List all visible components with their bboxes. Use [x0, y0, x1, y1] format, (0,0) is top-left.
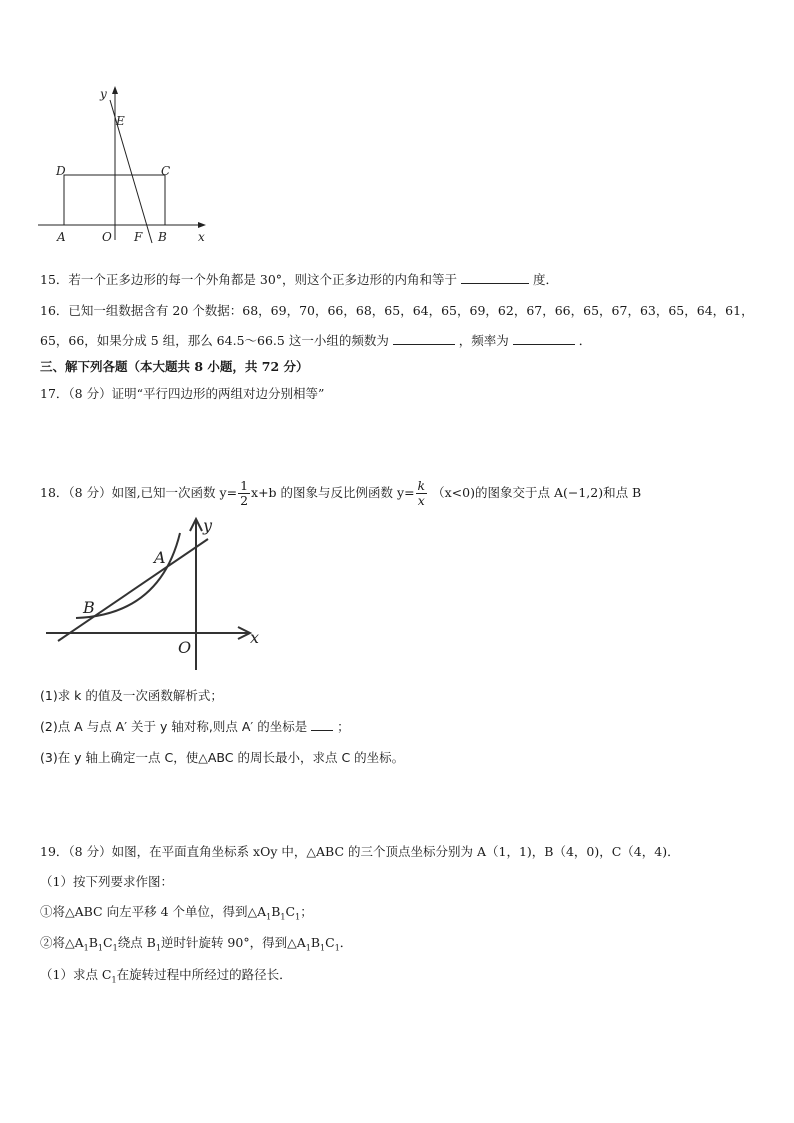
q17-text: 17．（8 分）证明“平行四边形的两组对边分别相等”	[40, 386, 325, 401]
question-18-sub3	[40, 749, 404, 767]
q18-sub2: (2)点 A 与点 A′ 关于 y 轴对称,则点 A′ 的坐标是	[40, 719, 308, 734]
q16-rate-blank[interactable]	[513, 332, 575, 345]
q19-line3b: B	[271, 904, 281, 919]
q16-line2a: 65，66，如果分成 5 组，那么 64.5～66.5 这一小组的频数为	[40, 333, 389, 348]
q15-text-end: 度．	[533, 272, 559, 287]
q18-frac1-den: 2	[240, 492, 249, 508]
q19-line4g: C	[325, 935, 335, 950]
q19-line4h: ．	[339, 935, 353, 950]
q18-sub1: (1)求 k 的值及一次函数解析式；	[40, 688, 223, 703]
question-19-line5	[40, 966, 292, 990]
label-o: O	[178, 638, 192, 657]
q18-answer-blank[interactable]	[311, 718, 333, 731]
sub: 1	[305, 943, 311, 953]
sub: 1	[155, 943, 161, 953]
q19-line4e: 逆时针旋转 90°，得到△A	[160, 935, 306, 950]
question-15	[40, 271, 558, 289]
label-f: F	[134, 230, 143, 244]
label-o: O	[102, 230, 112, 244]
q19-line3d: ；	[300, 904, 313, 919]
q16-line1: 16．已知一组数据含有 20 个数据：68，69，70，66，68，65，64，65，69，62，67，66，65，67，63，65，64，61，	[40, 303, 754, 318]
label-b: B	[158, 230, 167, 244]
question-18-sub1	[40, 687, 223, 705]
q18-text-a: 18．（8 分）如图,已知一次函数 y=	[40, 485, 238, 500]
y-axis-arrow	[112, 86, 118, 94]
label-y: y	[203, 516, 213, 535]
q19-line4c: C	[103, 935, 113, 950]
q18-fraction-half	[238, 479, 250, 508]
q16-line2c: ．	[578, 333, 592, 348]
q15-text: 15．若一个正多边形的每一个外角都是 30°，则这个正多边形的内角和等于	[40, 272, 458, 287]
sub: 1	[320, 943, 326, 953]
q19-line4f: B	[310, 935, 321, 950]
section-3-text: 三、解下列各题（本大题共 8 小题，共 72 分）	[40, 359, 309, 374]
sub: 1	[280, 912, 286, 922]
sub: 1	[97, 943, 104, 953]
sub: 1	[266, 912, 272, 922]
figure-hyperbola-line	[40, 515, 270, 675]
q19-line4a: ②将△A	[40, 935, 84, 950]
question-19-line4	[40, 934, 352, 958]
label-d: D	[56, 164, 66, 178]
q16-line2b: ，频率为	[458, 333, 509, 348]
q18-frac2-den: x	[417, 492, 425, 508]
question-19-line2	[40, 873, 173, 891]
q18-frac1-num: 1	[240, 477, 249, 493]
q19-line3a: ①将△ABC 向左平移 4 个单位，得到△A	[40, 904, 267, 919]
q19-line5a: （1）求点 C	[40, 967, 112, 982]
label-a: A	[154, 548, 166, 567]
label-c: C	[161, 164, 171, 178]
label-b: B	[83, 598, 95, 617]
q19-line4d: 绕点 B	[117, 935, 156, 950]
q15-answer-blank[interactable]	[461, 271, 529, 284]
label-x: x	[250, 628, 260, 647]
question-19-line3	[40, 903, 313, 927]
question-18-sub2	[40, 718, 350, 736]
q19-line5b: 在旋转过程中所经过的路径长．	[116, 967, 292, 982]
q18-sub3: (3)在 y 轴上确定一点 C，使△ABC 的周长最小，求点 C 的坐标。	[40, 750, 405, 765]
q18-sub2-end: ；	[337, 719, 350, 734]
q18-text-b: x+b 的图象与反比例函数 y=	[251, 485, 415, 500]
q19-line3c: C	[285, 904, 296, 919]
q16-frequency-blank[interactable]	[393, 332, 455, 345]
q18-frac2-num: k	[417, 477, 426, 493]
label-a: A	[57, 230, 66, 244]
q18-fraction-k-over-x	[416, 479, 428, 508]
sub: 1	[111, 975, 117, 985]
sub: 1	[334, 943, 340, 953]
label-e: E	[116, 114, 125, 128]
label-x: x	[198, 230, 205, 244]
q19-line1: 19．（8 分）如图，在平面直角坐标系 xOy 中，△ABC 的三个顶点坐标分别为 A（1，1)，B（4，0)，C（4，4)．	[40, 844, 680, 859]
q19-line4b: B	[88, 935, 98, 950]
sub: 1	[112, 943, 118, 953]
question-16-line2	[40, 332, 591, 350]
x-axis-arrow	[198, 222, 206, 228]
q19-line2: （1）按下列要求作图：	[40, 874, 173, 889]
question-17	[40, 385, 324, 403]
sub: 1	[83, 943, 89, 953]
linear-function-line	[58, 539, 208, 641]
label-y: y	[100, 87, 107, 101]
question-19-line1	[40, 843, 680, 861]
section-3-title	[40, 358, 309, 376]
question-18	[40, 476, 641, 510]
q18-text-c: （x<0)的图象交于点 A(−1,2)和点 B	[432, 485, 642, 500]
question-16-line1	[40, 302, 754, 320]
figure-rectangle-axes	[30, 85, 210, 245]
sub: 1	[295, 912, 301, 922]
